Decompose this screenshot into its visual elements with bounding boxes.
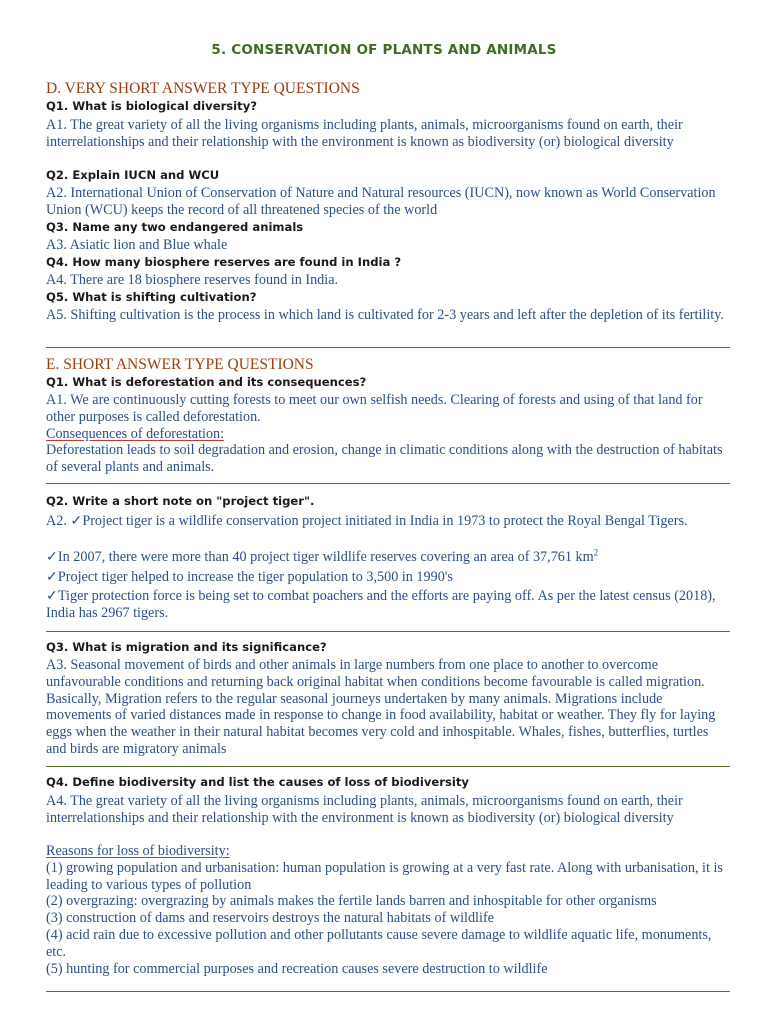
page-title: 5. CONSERVATION OF PLANTS AND ANIMALS [211, 42, 557, 58]
section-e-a2-point-1: A2. ✓Project tiger is a wildlife conservation project initiated in India in 1973 to protect the Royal Bengal Tigers. [46, 513, 688, 529]
section-d-q1: Q1. What is biological diversity? [46, 99, 257, 113]
section-e-q4: Q4. Define biodiversity and list the causes of loss of biodiversity [46, 775, 469, 789]
divider [46, 483, 730, 484]
section-d-a3: A3. Asiatic lion and Blue whale [46, 237, 228, 253]
section-d-a1: A1. The great variety of all the living organisms including plants, animals, microorganisms found on earth, their interrelationships and their relationship with the environment is known as biodiversity (or) biological diversity [46, 117, 683, 150]
divider [46, 766, 730, 767]
section-e-q1: Q1. What is deforestation and its consequences? [46, 375, 367, 389]
section-e-a4-subheading: Reasons for loss of biodiversity: [46, 843, 230, 859]
section-e-a2-point-3: ✓Project tiger helped to increase the tiger population to 3,500 in 1990's [46, 569, 453, 585]
section-e-heading: E. SHORT ANSWER TYPE QUESTIONS [46, 356, 314, 373]
section-d-heading: D. VERY SHORT ANSWER TYPE QUESTIONS [46, 80, 360, 97]
section-d-q5: Q5. What is shifting cultivation? [46, 290, 257, 304]
section-e-a4-reason-4: (4) acid rain due to excessive pollution and other pollutants cause severe damage to wildlife aquatic life, monuments, etc. [46, 927, 712, 960]
section-d-q2: Q2. Explain IUCN and WCU [46, 168, 220, 182]
section-e-a1-detail: Deforestation leads to soil degradation and erosion, change in climatic conditions along with the destruction of habitats of several plants and animals. [46, 442, 723, 475]
divider [46, 347, 730, 348]
divider [46, 991, 730, 992]
section-e-a4-reason-2: (2) overgrazing: overgrazing by animals makes the fertile lands barren and inhospitable for other organisms [46, 893, 657, 909]
divider [46, 631, 730, 632]
section-d-a2: A2. International Union of Conservation of Nature and Natural resources (IUCN), now known as World Conservation Union (WCU) keeps the record of all threatened species of the world [46, 185, 716, 218]
section-d-q3: Q3. Name any two endangered animals [46, 220, 304, 234]
section-e-a4-reason-1: (1) growing population and urbanisation: human population is growing at a very fast rate. Along with urbanisation, it is leading to various types of pollution [46, 860, 723, 893]
section-d-q4: Q4. How many biosphere reserves are found in India ? [46, 255, 402, 269]
section-e-a3: A3. Seasonal movement of birds and other animals in large numbers from one place to another to overcome unfavourable conditions and returning back original habitat when conditions become favourable is called migration. Basically, Migration refers to the regular seasonal journeys undertaken by many animals. Migrations include movements of varied distances made in response to change in food availability, habitat or weather. They fly for laying eggs when the weather in their natural habitat becomes very cold and inhospitable. Whales, fishes, butterflies, turtles and birds are migratory animals [46, 657, 716, 757]
section-e-q3: Q3. What is migration and its significance? [46, 640, 327, 654]
section-e-a1: A1. We are continuously cutting forests to meet our own selfish needs. Clearing of forests and using of that land for other purposes is called deforestation. [46, 392, 703, 425]
section-e-a2-point-4: ✓Tiger protection force is being set to combat poachers and the efforts are paying off. As per the latest census (2018), India has 2967 tigers. [46, 588, 716, 621]
section-d-a4: A4. There are 18 biosphere reserves found in India. [46, 272, 339, 288]
superscript: 2 [593, 547, 599, 558]
section-e-a2-point-2: ✓In 2007, there were more than 40 project tiger wildlife reserves covering an area of 37,761 $km^2$ [46, 547, 599, 565]
section-e-a1-subheading: Consequences of deforestation: [46, 426, 225, 442]
section-e-a4: A4. The great variety of all the living organisms including plants, animals, microorganisms found on earth, their interrelationships and their relationship with the environment is known as biodiversity (or) biological diversity [46, 793, 683, 826]
section-e-a4-reason-5: (5) hunting for commercial purposes and recreation causes severe destruction to wildlife [46, 961, 548, 977]
section-d-a5: A5. Shifting cultivation is the process in which land is cultivated for 2-3 years and left after the depletion of its fertility. [46, 307, 724, 323]
section-e-q2: Q2. Write a short note on "project tiger". [46, 494, 315, 508]
section-e-a4-reason-3: (3) construction of dams and reservoirs destroys the natural habitats of wildlife [46, 910, 494, 926]
